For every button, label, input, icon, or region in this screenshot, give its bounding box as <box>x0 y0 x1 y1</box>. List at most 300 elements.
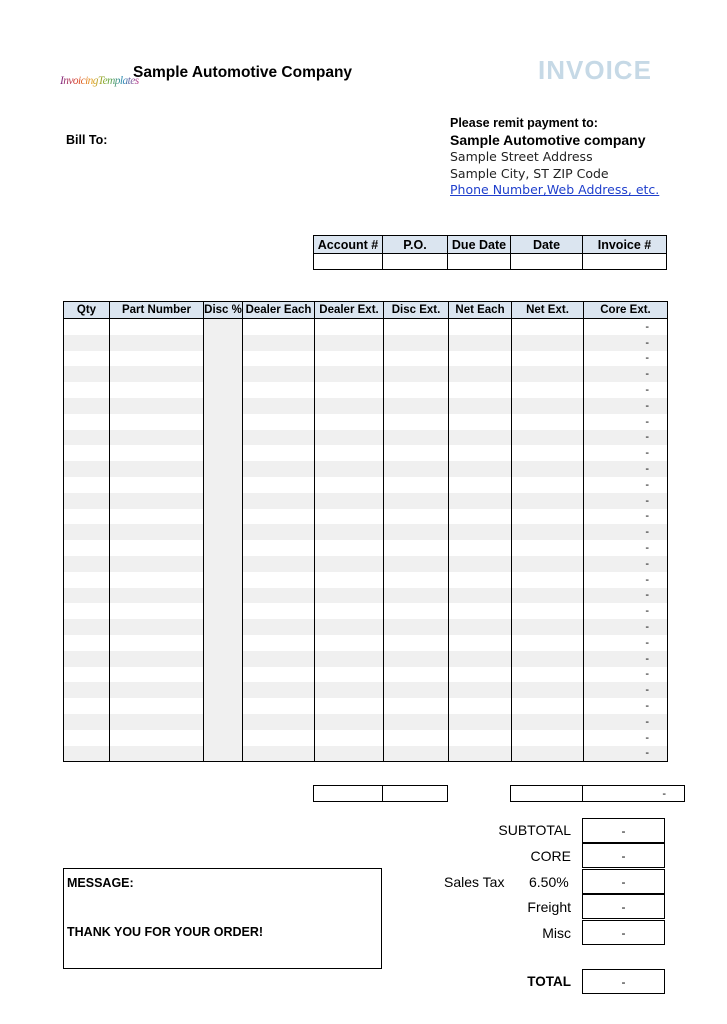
table-cell[interactable] <box>449 351 512 367</box>
table-cell[interactable] <box>110 603 204 619</box>
table-cell[interactable] <box>243 651 315 667</box>
table-row <box>64 651 668 667</box>
table-cell[interactable] <box>243 366 315 382</box>
table-cell[interactable] <box>243 635 315 651</box>
table-cell[interactable] <box>512 477 584 493</box>
table-cell[interactable]: - <box>584 730 668 746</box>
table-cell[interactable] <box>110 430 204 446</box>
freight-value[interactable]: - <box>582 894 665 919</box>
table-cell[interactable] <box>512 540 584 556</box>
table-cell[interactable] <box>384 682 449 698</box>
company-logo <box>60 62 139 98</box>
table-cell[interactable] <box>204 366 243 382</box>
table-cell[interactable] <box>64 603 110 619</box>
table-cell[interactable] <box>449 651 512 667</box>
table-cell[interactable] <box>204 524 243 540</box>
table-cell[interactable] <box>449 398 512 414</box>
table-cell[interactable]: - <box>584 619 668 635</box>
table-cell[interactable] <box>204 382 243 398</box>
table-cell[interactable] <box>243 682 315 698</box>
table-cell[interactable] <box>64 414 110 430</box>
table-row <box>64 366 668 382</box>
table-cell[interactable] <box>449 493 512 509</box>
table-cell[interactable] <box>512 651 584 667</box>
disc-ext-header: Disc Ext. <box>384 302 449 319</box>
table-cell[interactable] <box>384 461 449 477</box>
table-cell[interactable] <box>243 319 315 335</box>
net-ext-subtotal-cell <box>511 786 583 802</box>
table-cell[interactable] <box>449 698 512 714</box>
table-row <box>64 635 668 651</box>
table-cell[interactable] <box>384 477 449 493</box>
due-date-cell[interactable] <box>448 254 511 270</box>
table-cell[interactable] <box>204 667 243 683</box>
table-row <box>64 493 668 509</box>
table-cell[interactable] <box>204 746 243 762</box>
table-cell[interactable]: - <box>584 746 668 762</box>
subtotal-label: SUBTOTAL <box>498 822 571 838</box>
table-cell[interactable] <box>384 430 449 446</box>
table-cell[interactable] <box>64 651 110 667</box>
table-cell[interactable] <box>204 698 243 714</box>
table-cell[interactable] <box>512 667 584 683</box>
table-cell[interactable] <box>512 382 584 398</box>
table-cell[interactable] <box>512 509 584 525</box>
table-cell[interactable] <box>243 730 315 746</box>
table-cell[interactable]: - <box>584 540 668 556</box>
table-cell[interactable] <box>110 382 204 398</box>
table-cell[interactable] <box>243 398 315 414</box>
table-cell[interactable] <box>315 698 384 714</box>
message-box[interactable] <box>63 868 382 969</box>
table-cell[interactable] <box>449 461 512 477</box>
table-cell[interactable] <box>449 588 512 604</box>
table-cell[interactable] <box>64 682 110 698</box>
table-cell[interactable] <box>243 667 315 683</box>
table-cell[interactable] <box>64 714 110 730</box>
table-cell[interactable] <box>243 335 315 351</box>
table-cell[interactable]: - <box>584 398 668 414</box>
table-cell[interactable] <box>512 698 584 714</box>
table-cell[interactable] <box>64 382 110 398</box>
table-cell[interactable] <box>384 351 449 367</box>
table-cell[interactable] <box>384 414 449 430</box>
sales-tax-rate[interactable]: 6.50% <box>529 874 569 890</box>
table-cell[interactable] <box>110 414 204 430</box>
table-row <box>64 445 668 461</box>
table-cell[interactable] <box>243 714 315 730</box>
table-cell[interactable] <box>110 556 204 572</box>
table-cell[interactable] <box>243 746 315 762</box>
items-header-row <box>64 302 668 319</box>
table-cell[interactable] <box>243 414 315 430</box>
table-cell[interactable]: - <box>584 319 668 335</box>
table-cell[interactable]: - <box>584 445 668 461</box>
table-cell[interactable] <box>449 667 512 683</box>
table-cell[interactable] <box>449 603 512 619</box>
table-cell[interactable] <box>512 335 584 351</box>
table-cell[interactable] <box>64 461 110 477</box>
table-cell[interactable] <box>204 461 243 477</box>
table-cell[interactable] <box>512 682 584 698</box>
table-cell[interactable]: - <box>584 414 668 430</box>
table-cell[interactable] <box>110 351 204 367</box>
table-cell[interactable] <box>315 461 384 477</box>
table-cell[interactable] <box>204 493 243 509</box>
table-cell[interactable] <box>243 351 315 367</box>
due-date-header: Due Date <box>448 236 511 254</box>
remit-street: Sample Street Address <box>450 149 593 164</box>
table-cell[interactable] <box>110 714 204 730</box>
table-cell[interactable] <box>243 698 315 714</box>
table-cell[interactable] <box>64 540 110 556</box>
table-cell[interactable] <box>384 698 449 714</box>
table-cell[interactable] <box>204 477 243 493</box>
table-cell[interactable] <box>64 509 110 525</box>
table-cell[interactable] <box>64 366 110 382</box>
po-cell[interactable] <box>383 254 448 270</box>
table-cell[interactable] <box>110 493 204 509</box>
table-cell[interactable]: - <box>584 382 668 398</box>
table-cell[interactable] <box>384 493 449 509</box>
table-row <box>64 414 668 430</box>
table-row <box>64 572 668 588</box>
table-cell[interactable] <box>110 366 204 382</box>
table-row <box>64 335 668 351</box>
table-cell[interactable] <box>449 430 512 446</box>
table-cell[interactable] <box>449 382 512 398</box>
table-cell[interactable] <box>243 588 315 604</box>
logo-text: InvoicingTemplates <box>60 62 139 98</box>
table-cell[interactable] <box>449 572 512 588</box>
remit-label: Please remit payment to: <box>450 116 598 130</box>
table-row <box>64 351 668 367</box>
table-cell[interactable] <box>204 540 243 556</box>
table-cell[interactable]: - <box>584 366 668 382</box>
table-cell[interactable] <box>243 603 315 619</box>
table-cell[interactable] <box>384 651 449 667</box>
table-cell[interactable] <box>110 335 204 351</box>
table-cell[interactable] <box>384 556 449 572</box>
table-cell[interactable]: - <box>584 588 668 604</box>
table-cell[interactable] <box>64 477 110 493</box>
table-cell[interactable] <box>204 398 243 414</box>
table-cell[interactable] <box>110 319 204 335</box>
table-cell[interactable] <box>315 603 384 619</box>
table-cell[interactable] <box>315 730 384 746</box>
table-cell[interactable] <box>110 445 204 461</box>
table-cell[interactable] <box>449 335 512 351</box>
remit-contact-link[interactable]: Phone Number,Web Address, etc. <box>450 182 660 197</box>
table-cell[interactable] <box>512 430 584 446</box>
table-cell[interactable] <box>110 461 204 477</box>
net-each-header: Net Each <box>449 302 512 319</box>
table-cell[interactable] <box>384 619 449 635</box>
table-cell[interactable]: - <box>584 635 668 651</box>
table-cell[interactable] <box>384 524 449 540</box>
table-cell[interactable] <box>512 445 584 461</box>
table-cell[interactable] <box>204 414 243 430</box>
table-cell[interactable] <box>315 414 384 430</box>
table-cell[interactable] <box>449 714 512 730</box>
table-cell[interactable] <box>512 556 584 572</box>
table-cell[interactable]: - <box>584 335 668 351</box>
info-header-row <box>314 236 667 254</box>
table-cell[interactable] <box>315 445 384 461</box>
table-cell[interactable] <box>384 382 449 398</box>
column-subtotals <box>313 785 685 802</box>
table-cell[interactable] <box>449 414 512 430</box>
message-label: MESSAGE: <box>67 876 134 890</box>
table-cell[interactable] <box>243 430 315 446</box>
table-cell[interactable] <box>384 714 449 730</box>
table-cell[interactable]: - <box>584 698 668 714</box>
table-row <box>64 714 668 730</box>
table-cell[interactable] <box>384 445 449 461</box>
table-cell[interactable] <box>315 588 384 604</box>
table-cell[interactable] <box>512 461 584 477</box>
table-cell[interactable] <box>315 398 384 414</box>
table-cell[interactable] <box>384 603 449 619</box>
table-cell[interactable] <box>384 398 449 414</box>
table-cell[interactable] <box>384 635 449 651</box>
table-cell[interactable] <box>110 619 204 635</box>
table-cell[interactable] <box>315 556 384 572</box>
table-cell[interactable] <box>204 651 243 667</box>
disc-percent-header: Disc % <box>204 302 243 319</box>
table-cell[interactable] <box>449 746 512 762</box>
table-cell[interactable]: - <box>584 682 668 698</box>
table-cell[interactable] <box>204 572 243 588</box>
table-cell[interactable] <box>512 319 584 335</box>
table-cell[interactable] <box>243 493 315 509</box>
table-cell[interactable] <box>110 682 204 698</box>
table-cell[interactable] <box>243 477 315 493</box>
table-cell[interactable] <box>243 524 315 540</box>
table-cell[interactable] <box>315 319 384 335</box>
table-cell[interactable] <box>110 524 204 540</box>
sales-tax-label: Sales Tax <box>444 874 505 890</box>
table-cell[interactable] <box>449 366 512 382</box>
table-cell[interactable] <box>315 382 384 398</box>
table-cell[interactable] <box>64 335 110 351</box>
table-cell[interactable] <box>204 682 243 698</box>
table-cell[interactable] <box>64 746 110 762</box>
table-cell[interactable] <box>449 445 512 461</box>
table-cell[interactable] <box>512 635 584 651</box>
dealer-each-header: Dealer Each <box>243 302 315 319</box>
table-cell[interactable] <box>110 477 204 493</box>
table-cell[interactable] <box>384 667 449 683</box>
table-cell[interactable] <box>204 430 243 446</box>
core-ext-subtotal-cell: - <box>583 786 685 802</box>
table-cell[interactable] <box>384 730 449 746</box>
table-cell[interactable] <box>315 540 384 556</box>
total-value: - <box>582 969 665 994</box>
remit-city: Sample City, ST ZIP Code <box>450 166 609 181</box>
table-cell[interactable] <box>204 730 243 746</box>
table-cell[interactable] <box>64 667 110 683</box>
table-cell[interactable] <box>64 524 110 540</box>
table-cell[interactable] <box>64 398 110 414</box>
table-cell[interactable] <box>315 430 384 446</box>
table-cell[interactable] <box>64 572 110 588</box>
table-cell[interactable] <box>243 509 315 525</box>
table-cell[interactable] <box>243 382 315 398</box>
table-cell[interactable] <box>512 351 584 367</box>
table-cell[interactable] <box>110 588 204 604</box>
table-cell[interactable] <box>384 746 449 762</box>
table-cell[interactable]: - <box>584 430 668 446</box>
table-cell[interactable]: - <box>584 524 668 540</box>
table-cell[interactable] <box>384 335 449 351</box>
table-cell[interactable] <box>449 540 512 556</box>
table-cell[interactable] <box>243 445 315 461</box>
table-cell[interactable] <box>384 319 449 335</box>
table-cell[interactable] <box>315 572 384 588</box>
table-cell[interactable]: - <box>584 461 668 477</box>
table-cell[interactable] <box>315 667 384 683</box>
table-cell[interactable] <box>110 509 204 525</box>
table-cell[interactable] <box>512 524 584 540</box>
table-cell[interactable] <box>315 714 384 730</box>
table-cell[interactable] <box>64 588 110 604</box>
table-cell[interactable] <box>315 619 384 635</box>
table-cell[interactable] <box>384 572 449 588</box>
table-cell[interactable] <box>449 635 512 651</box>
table-cell[interactable] <box>204 588 243 604</box>
table-cell[interactable] <box>64 319 110 335</box>
table-cell[interactable] <box>512 588 584 604</box>
table-cell[interactable] <box>64 430 110 446</box>
table-cell[interactable] <box>512 714 584 730</box>
table-cell[interactable] <box>512 493 584 509</box>
table-cell[interactable]: - <box>584 603 668 619</box>
table-cell[interactable]: - <box>584 556 668 572</box>
table-cell[interactable] <box>110 572 204 588</box>
table-cell[interactable] <box>110 746 204 762</box>
table-cell[interactable] <box>110 540 204 556</box>
misc-value[interactable]: - <box>582 920 665 945</box>
table-cell[interactable] <box>204 445 243 461</box>
table-cell[interactable]: - <box>584 351 668 367</box>
table-cell[interactable]: - <box>584 572 668 588</box>
table-cell[interactable] <box>243 461 315 477</box>
table-cell[interactable] <box>204 319 243 335</box>
table-cell[interactable] <box>204 335 243 351</box>
table-cell[interactable] <box>512 398 584 414</box>
table-cell[interactable] <box>449 682 512 698</box>
table-cell[interactable] <box>204 351 243 367</box>
table-cell[interactable] <box>512 746 584 762</box>
table-cell[interactable] <box>449 477 512 493</box>
table-cell[interactable] <box>512 572 584 588</box>
table-cell[interactable] <box>512 603 584 619</box>
table-cell[interactable] <box>315 682 384 698</box>
table-cell[interactable] <box>64 635 110 651</box>
invoice-number-header: Invoice # <box>583 236 667 254</box>
table-cell[interactable] <box>243 540 315 556</box>
table-cell[interactable] <box>64 493 110 509</box>
table-cell[interactable] <box>512 730 584 746</box>
table-cell[interactable] <box>512 414 584 430</box>
line-items-table <box>63 301 668 762</box>
table-cell[interactable] <box>449 524 512 540</box>
table-cell[interactable] <box>64 556 110 572</box>
dealer-ext-subtotal-cell <box>314 786 383 802</box>
table-cell[interactable] <box>315 351 384 367</box>
table-cell[interactable] <box>315 651 384 667</box>
table-cell[interactable] <box>204 603 243 619</box>
date-cell[interactable] <box>511 254 583 270</box>
table-row <box>64 603 668 619</box>
table-cell[interactable] <box>512 619 584 635</box>
table-cell[interactable] <box>315 524 384 540</box>
table-cell[interactable] <box>449 619 512 635</box>
table-row <box>64 682 668 698</box>
table-cell[interactable]: - <box>584 667 668 683</box>
table-cell[interactable]: - <box>584 493 668 509</box>
table-cell[interactable] <box>204 714 243 730</box>
table-cell[interactable]: - <box>584 714 668 730</box>
table-cell[interactable] <box>449 319 512 335</box>
table-cell[interactable] <box>315 366 384 382</box>
account-cell[interactable] <box>314 254 383 270</box>
account-header: Account # <box>314 236 383 254</box>
table-cell[interactable]: - <box>584 477 668 493</box>
table-cell[interactable] <box>64 698 110 714</box>
table-cell[interactable] <box>384 588 449 604</box>
table-cell[interactable] <box>243 556 315 572</box>
table-cell[interactable]: - <box>584 509 668 525</box>
table-cell[interactable] <box>512 366 584 382</box>
table-cell[interactable] <box>64 619 110 635</box>
table-cell[interactable] <box>449 730 512 746</box>
table-cell[interactable] <box>315 746 384 762</box>
table-cell[interactable] <box>204 619 243 635</box>
table-cell[interactable]: - <box>584 651 668 667</box>
table-cell[interactable] <box>110 651 204 667</box>
table-cell[interactable] <box>384 509 449 525</box>
table-cell[interactable] <box>243 619 315 635</box>
table-cell[interactable] <box>204 556 243 572</box>
table-cell[interactable] <box>449 556 512 572</box>
table-cell[interactable] <box>110 698 204 714</box>
table-cell[interactable] <box>384 540 449 556</box>
core-value: - <box>582 843 665 868</box>
invoice-number-cell[interactable] <box>583 254 667 270</box>
message-text: THANK YOU FOR YOUR ORDER! <box>67 925 264 939</box>
table-cell[interactable] <box>110 667 204 683</box>
table-cell[interactable] <box>315 635 384 651</box>
core-label: CORE <box>530 848 571 864</box>
table-cell[interactable] <box>64 351 110 367</box>
table-cell[interactable] <box>64 730 110 746</box>
table-cell[interactable] <box>64 445 110 461</box>
table-cell[interactable] <box>315 477 384 493</box>
table-cell[interactable] <box>384 366 449 382</box>
table-cell[interactable] <box>449 509 512 525</box>
table-cell[interactable] <box>110 730 204 746</box>
table-cell[interactable] <box>315 335 384 351</box>
table-cell[interactable] <box>243 572 315 588</box>
table-cell[interactable] <box>315 493 384 509</box>
table-cell[interactable] <box>110 635 204 651</box>
table-cell[interactable] <box>204 635 243 651</box>
table-cell[interactable] <box>110 398 204 414</box>
table-cell[interactable] <box>204 509 243 525</box>
table-cell[interactable] <box>315 509 384 525</box>
